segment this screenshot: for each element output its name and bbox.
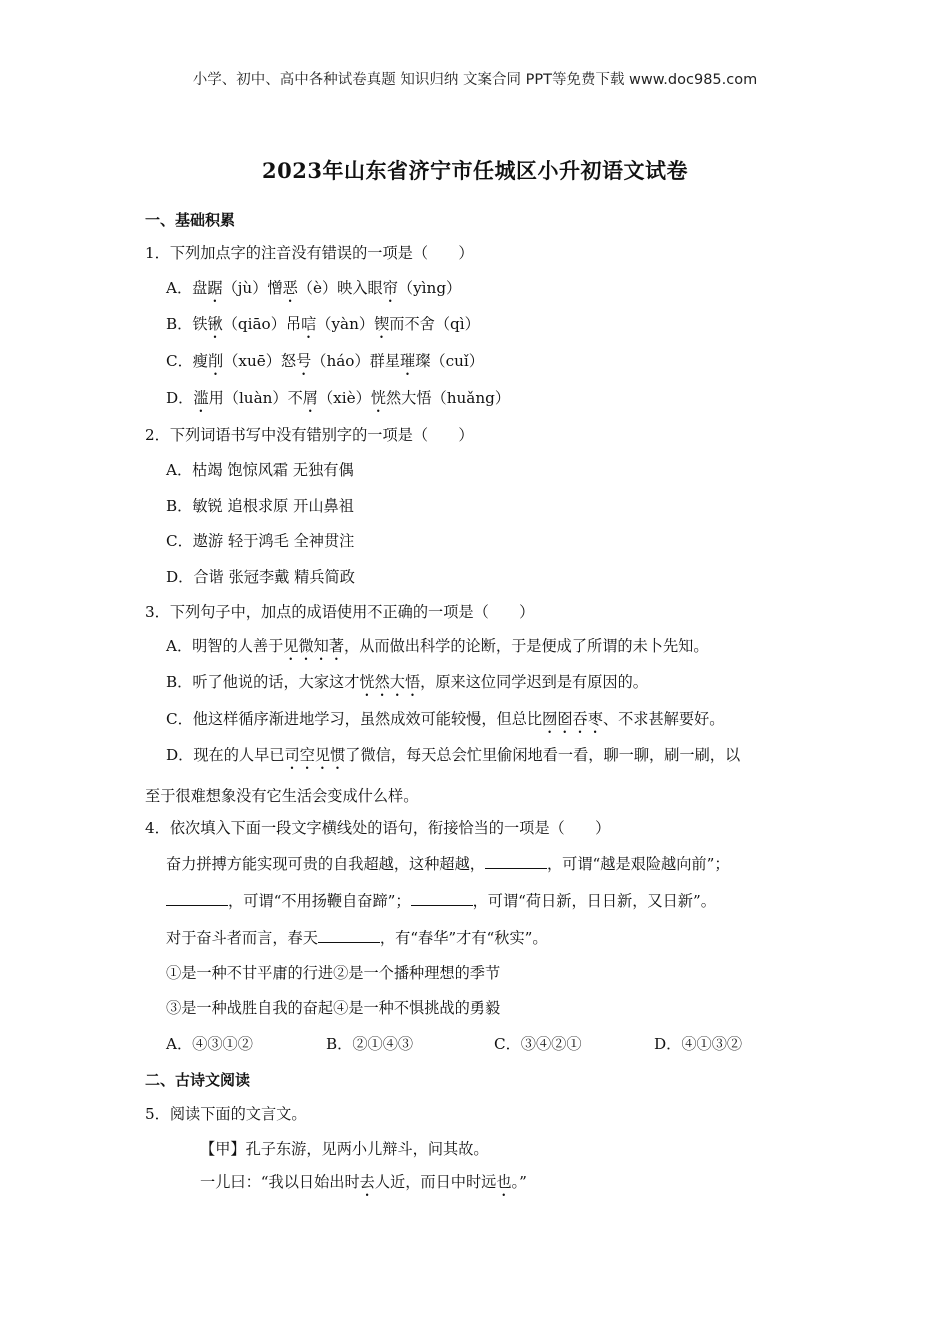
answer-blank-4: [318, 928, 380, 943]
question-3-stem: 3．下列句子中，加点的成语使用不正确的一项是（ ）: [145, 603, 535, 621]
question-2-stem: 2．下列词语书写中没有错别字的一项是（ ）: [145, 426, 474, 444]
question-3-option-b: B．听了他说的话，大家这才恍然大悟，原来这位同学迟到是有原因的。: [166, 673, 648, 691]
passage-line-2: 一儿曰：“我以日始出时去人近，而日中时远也。”: [200, 1173, 527, 1191]
question-4-items-line-2: ③是一种战胜自我的奋起④是一种不惧挑战的勇毅: [166, 999, 501, 1017]
question-1-option-c: C．瘦削（xuē）怒号（háo）群星璀璨（cuǐ）: [166, 352, 484, 370]
page-header-banner: 小学、初中、高中各种试卷真题 知识归纳 文案合同 PPT等免费下载 www.doc985.com: [192, 72, 758, 88]
question-1-option-d: D．滥用（luàn）不屑（xiè）恍然大悟（huǎng）: [166, 389, 511, 407]
answer-blank-1: [485, 854, 547, 869]
question-3-option-d: D．现在的人早已司空见惯了微信，每天总会忙里偷闲地看一看，聊一聊，刷一刷，以: [166, 746, 741, 764]
question-5-stem: 5．阅读下面的文言文。: [145, 1105, 307, 1123]
section-heading-basics: 一、基础积累: [145, 211, 236, 229]
question-1-option-b: B．铁锹（qiāo）吊唁（yàn）锲而不舍（qì）: [166, 315, 480, 333]
question-2-option-b: B．敏锐 追根求原 开山鼻祖: [166, 497, 354, 515]
passage-line-1: 【甲】孔子东游，见两小儿辩斗，问其故。: [200, 1140, 489, 1158]
question-4-items-line-1: ①是一种不甘平庸的行进②是一个播种理想的季节: [166, 964, 501, 982]
question-4-passage-line-3: 对于奋斗者而言，春天 ，有“春华”才有“秋实”。: [166, 929, 548, 947]
answer-blank-3: [411, 891, 473, 906]
question-4-option-d: D．④①③②: [654, 1035, 743, 1053]
question-3-option-d-continued: 至于很难想象没有它生活会变成什么样。: [145, 787, 419, 805]
question-3-option-c: C．他这样循序渐进地学习，虽然成效可能较慢，但总比囫囵吞枣、不求甚解要好。: [166, 710, 725, 728]
question-3-option-a: A．明智的人善于见微知著，从而做出科学的论断，于是便成了所谓的未卜先知。: [166, 637, 709, 655]
question-2-option-c: C．遨游 轻于鸿毛 全神贯注: [166, 532, 355, 550]
question-4-stem: 4．依次填入下面一段文字横线处的语句，衔接恰当的一项是（ ）: [145, 819, 611, 837]
exam-title: 2023年山东省济宁市任城区小升初语文试卷: [262, 158, 688, 183]
section-heading-classical-reading: 二、古诗文阅读: [145, 1071, 251, 1089]
question-4-passage-line-2: ，可谓“不用扬鞭自奋蹄”； ，可谓“荷日新，日日新，又日新”。: [166, 891, 716, 911]
question-1-option-a: A．盘踞（jù）憎恶（è）映入眼帘（yìng）: [166, 279, 462, 297]
question-4-option-a: A．④③①②: [166, 1035, 253, 1053]
question-4-option-c: C．③④②①: [494, 1035, 582, 1053]
answer-blank-2: [166, 891, 228, 906]
question-2-option-a: A．枯竭 饱惊风霜 无独有偶: [166, 461, 354, 479]
question-2-option-d: D．合谐 张冠李戴 精兵简政: [166, 568, 355, 586]
question-4-passage-line-1: 奋力拼搏方能实现可贵的自我超越，这种超越， ，可谓“越是艰险越向前”；: [166, 855, 730, 873]
question-1-stem: 1．下列加点字的注音没有错误的一项是（ ）: [145, 244, 474, 262]
question-4-option-b: B．②①④③: [326, 1035, 414, 1053]
